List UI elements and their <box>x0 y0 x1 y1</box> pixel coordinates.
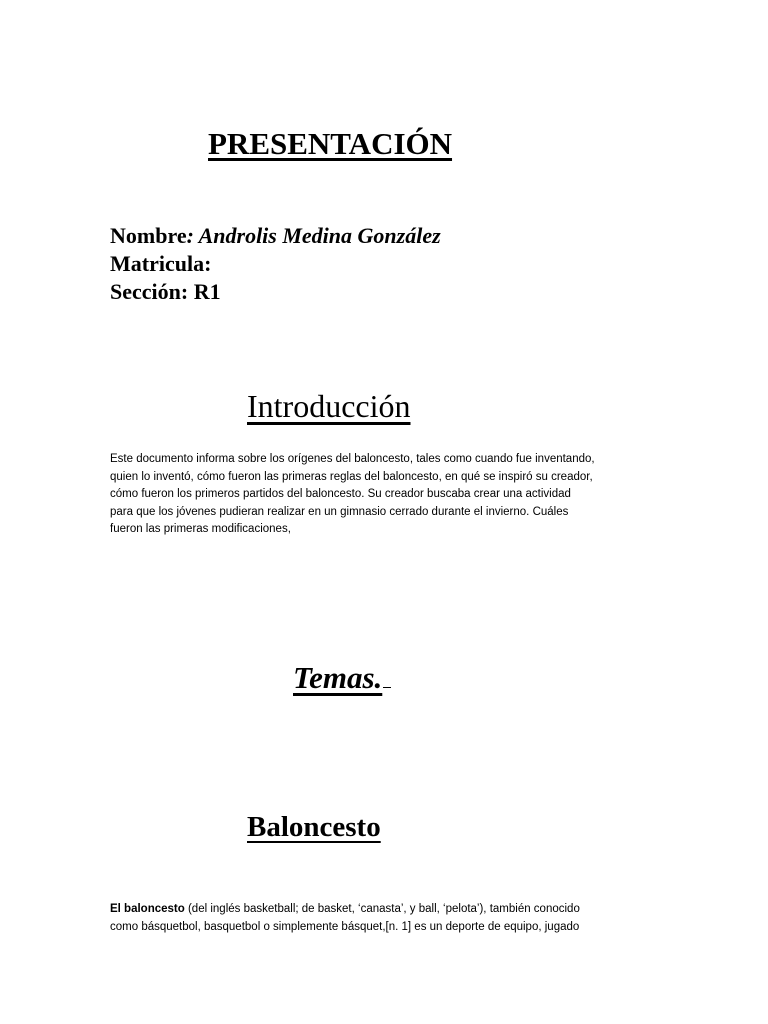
introduccion-line: para que los jóvenes pudieran realizar en un gimnasio cerrado durante el invierno. Cuáles <box>110 505 569 518</box>
baloncesto-line: como básquetbol, basquetbol o simplemente básquet,[n. 1] es un deporte de equipo, jugado <box>110 920 580 933</box>
nombre-row <box>110 222 441 250</box>
introduccion-line: fueron las primeras modificaciones, <box>110 523 291 535</box>
baloncesto-heading: Baloncesto <box>247 811 381 843</box>
introduccion-line: Este documento informa sobre los orígenes del baloncesto, tales como cuando fue inventando, <box>110 453 595 465</box>
baloncesto-bold-term: El baloncesto <box>110 903 185 915</box>
matricula-label: Matricula: <box>110 251 212 276</box>
matricula-row <box>110 250 211 278</box>
introduccion-line: quien lo inventó, cómo fueron las primeras reglas del baloncesto, en qué se inspiró su creador, <box>110 470 593 483</box>
introduccion-heading: Introducción <box>247 388 411 424</box>
baloncesto-line-rest: (del inglés basketball; de basket, ‘canasta’, y ball, ‘pelota’), también conocido <box>184 903 580 915</box>
seccion-label: Sección: R1 <box>110 279 221 304</box>
seccion-row <box>110 278 221 306</box>
nombre-value: : Androlis Medina González <box>186 223 441 248</box>
temas-heading <box>293 660 391 696</box>
introduccion-line: cómo fueron los primeros partidos del baloncesto. Su creador buscaba crear una actividad <box>110 488 571 500</box>
page-title: PRESENTACIÓN <box>208 126 453 161</box>
temas-heading-text: Temas. <box>293 660 383 695</box>
baloncesto-paragraph <box>110 901 670 936</box>
introduccion-paragraph <box>110 451 670 539</box>
baloncesto-line <box>110 901 670 919</box>
nombre-label: Nombre <box>110 223 187 248</box>
temas-underline-tail <box>383 665 391 688</box>
